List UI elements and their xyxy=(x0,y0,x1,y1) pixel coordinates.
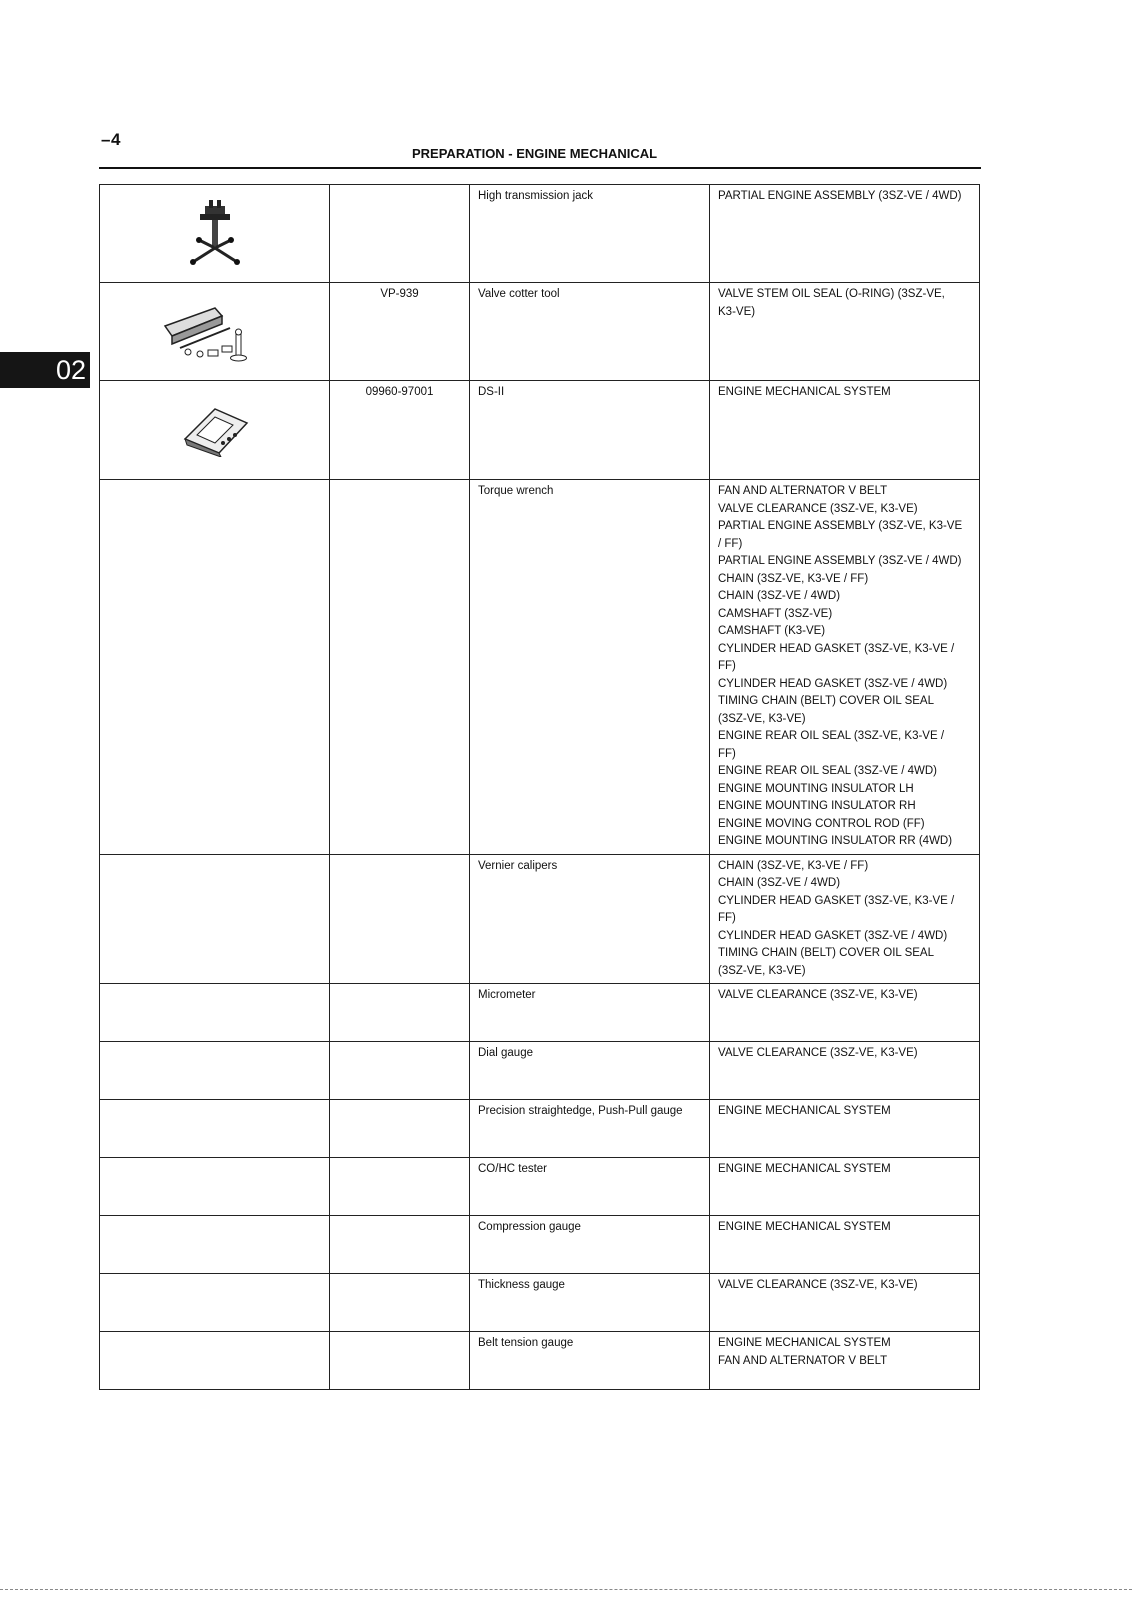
usage-line: ENGINE MOVING CONTROL ROD (FF) xyxy=(718,817,925,830)
tool-usage xyxy=(710,381,980,480)
usage-line: VALVE CLEARANCE (3SZ-VE, K3-VE) xyxy=(718,502,918,515)
table-row xyxy=(100,1042,980,1100)
tool-name: Dial gauge xyxy=(470,1042,710,1100)
usage-line: ENGINE MOUNTING INSULATOR LH xyxy=(718,782,914,795)
transmission-jack-icon xyxy=(185,198,245,268)
usage-line: CHAIN (3SZ-VE, K3-VE / FF) xyxy=(718,859,869,872)
usage-line: VALVE CLEARANCE (3SZ-VE, K3-VE) xyxy=(718,1047,918,1059)
usage-line: (3SZ-VE, K3-VE) xyxy=(718,964,806,977)
tool-illustration-cell xyxy=(100,381,330,480)
tool-illustration-cell xyxy=(100,984,330,1042)
usage-line: VALVE STEM OIL SEAL (O-RING) (3SZ-VE, xyxy=(718,288,945,300)
page-number: –4 xyxy=(101,130,121,149)
usage-line: TIMING CHAIN (BELT) COVER OIL SEAL xyxy=(718,695,934,707)
tool-illustration-cell xyxy=(100,1332,330,1390)
table-row xyxy=(100,1158,980,1216)
tool-usage xyxy=(710,1158,980,1216)
tool-illustration-cell xyxy=(100,283,330,381)
tool-name: Torque wrench xyxy=(470,480,710,855)
table-row xyxy=(100,480,980,855)
tool-name: CO/HC tester xyxy=(470,1158,710,1216)
usage-line: FAN AND ALTERNATOR V BELT xyxy=(718,485,888,497)
header-divider xyxy=(99,167,981,169)
tool-usage xyxy=(710,480,980,855)
usage-line: FF) xyxy=(718,747,736,760)
tool-illustration-cell xyxy=(100,1274,330,1332)
part-number: VP-939 xyxy=(330,283,470,381)
usage-line: ENGINE MECHANICAL SYSTEM xyxy=(718,1105,891,1117)
tool-name: High transmission jack xyxy=(470,185,710,283)
tool-illustration-cell xyxy=(100,1100,330,1158)
usage-line: ENGINE MOUNTING INSULATOR RR (4WD) xyxy=(718,835,953,847)
table-row xyxy=(100,185,980,283)
usage-line: ENGINE MECHANICAL SYSTEM xyxy=(718,1163,891,1175)
valve-cotter-tool-icon xyxy=(160,296,270,366)
usage-line: PARTIAL ENGINE ASSEMBLY (3SZ-VE, K3-VE xyxy=(718,520,963,532)
usage-line: ENGINE MECHANICAL SYSTEM xyxy=(718,1337,891,1349)
part-number xyxy=(330,854,470,984)
usage-line: CAMSHAFT (K3-VE) xyxy=(718,625,826,637)
usage-line: PARTIAL ENGINE ASSEMBLY (3SZ-VE / 4WD) xyxy=(718,555,962,567)
tool-usage xyxy=(710,1100,980,1158)
tool-name: Vernier calipers xyxy=(470,854,710,984)
part-number xyxy=(330,185,470,283)
part-number xyxy=(330,480,470,855)
table-row xyxy=(100,1274,980,1332)
part-number xyxy=(330,1332,470,1390)
usage-line: / FF) xyxy=(718,537,743,550)
page-title: PREPARATION - ENGINE MECHANICAL xyxy=(412,146,658,161)
table-row xyxy=(100,1100,980,1158)
part-number xyxy=(330,1158,470,1216)
diagnostic-tester-icon xyxy=(175,401,255,457)
tool-usage xyxy=(710,1042,980,1100)
usage-line: VALVE CLEARANCE (3SZ-VE, K3-VE) xyxy=(718,1279,918,1291)
usage-line: CHAIN (3SZ-VE / 4WD) xyxy=(718,877,841,889)
usage-line: CYLINDER HEAD GASKET (3SZ-VE / 4WD) xyxy=(718,677,948,690)
tool-usage xyxy=(710,283,980,381)
usage-line: ENGINE MECHANICAL SYSTEM xyxy=(718,1221,891,1233)
tools-table xyxy=(99,184,980,1390)
usage-line: FF) xyxy=(718,912,736,924)
table-row xyxy=(100,984,980,1042)
usage-line: ENGINE REAR OIL SEAL (3SZ-VE / 4WD) xyxy=(718,765,937,777)
part-number xyxy=(330,1100,470,1158)
usage-line: FAN AND ALTERNATOR V BELT xyxy=(718,1354,888,1367)
usage-line: ENGINE REAR OIL SEAL (3SZ-VE, K3-VE / xyxy=(718,730,945,742)
usage-line: CHAIN (3SZ-VE / 4WD) xyxy=(718,590,841,602)
usage-line: ENGINE MECHANICAL SYSTEM xyxy=(718,386,891,398)
tool-usage xyxy=(710,984,980,1042)
footer-divider xyxy=(0,1589,1132,1590)
part-number xyxy=(330,1216,470,1274)
tool-illustration-cell xyxy=(100,185,330,283)
part-number xyxy=(330,1274,470,1332)
usage-line: TIMING CHAIN (BELT) COVER OIL SEAL xyxy=(718,947,934,959)
part-number: 09960-97001 xyxy=(330,381,470,480)
table-row xyxy=(100,1216,980,1274)
tool-illustration-cell xyxy=(100,1042,330,1100)
tool-usage xyxy=(710,1274,980,1332)
usage-line: CYLINDER HEAD GASKET (3SZ-VE, K3-VE / xyxy=(718,894,955,907)
tool-usage xyxy=(710,185,980,283)
tool-name: Precision straightedge, Push-Pull gauge xyxy=(470,1100,710,1158)
tool-illustration-cell xyxy=(100,480,330,855)
usage-line: FF) xyxy=(718,660,736,672)
table-row xyxy=(100,381,980,480)
tool-name: Thickness gauge xyxy=(470,1274,710,1332)
table-row xyxy=(100,1332,980,1390)
usage-line: CYLINDER HEAD GASKET (3SZ-VE / 4WD) xyxy=(718,929,948,942)
tool-name: Micrometer xyxy=(470,984,710,1042)
table-row xyxy=(100,283,980,381)
tool-name: Compression gauge xyxy=(470,1216,710,1274)
tool-name: Belt tension gauge xyxy=(470,1332,710,1390)
usage-line: CAMSHAFT (3SZ-VE) xyxy=(718,607,833,620)
tool-name: DS-II xyxy=(470,381,710,480)
usage-line: K3-VE) xyxy=(718,305,756,318)
tool-illustration-cell xyxy=(100,1158,330,1216)
part-number xyxy=(330,984,470,1042)
section-tab: 02 xyxy=(0,352,90,388)
usage-line: CHAIN (3SZ-VE, K3-VE / FF) xyxy=(718,572,869,585)
tool-illustration-cell xyxy=(100,854,330,984)
usage-line: PARTIAL ENGINE ASSEMBLY (3SZ-VE / 4WD) xyxy=(718,190,962,202)
usage-line: ENGINE MOUNTING INSULATOR RH xyxy=(718,800,916,812)
usage-line: CYLINDER HEAD GASKET (3SZ-VE, K3-VE / xyxy=(718,642,955,655)
tool-usage xyxy=(710,854,980,984)
tool-usage xyxy=(710,1332,980,1390)
tool-illustration-cell xyxy=(100,1216,330,1274)
table-row xyxy=(100,854,980,984)
usage-line: VALVE CLEARANCE (3SZ-VE, K3-VE) xyxy=(718,989,918,1001)
usage-line: (3SZ-VE, K3-VE) xyxy=(718,712,806,725)
tool-usage xyxy=(710,1216,980,1274)
part-number xyxy=(330,1042,470,1100)
tool-name: Valve cotter tool xyxy=(470,283,710,381)
